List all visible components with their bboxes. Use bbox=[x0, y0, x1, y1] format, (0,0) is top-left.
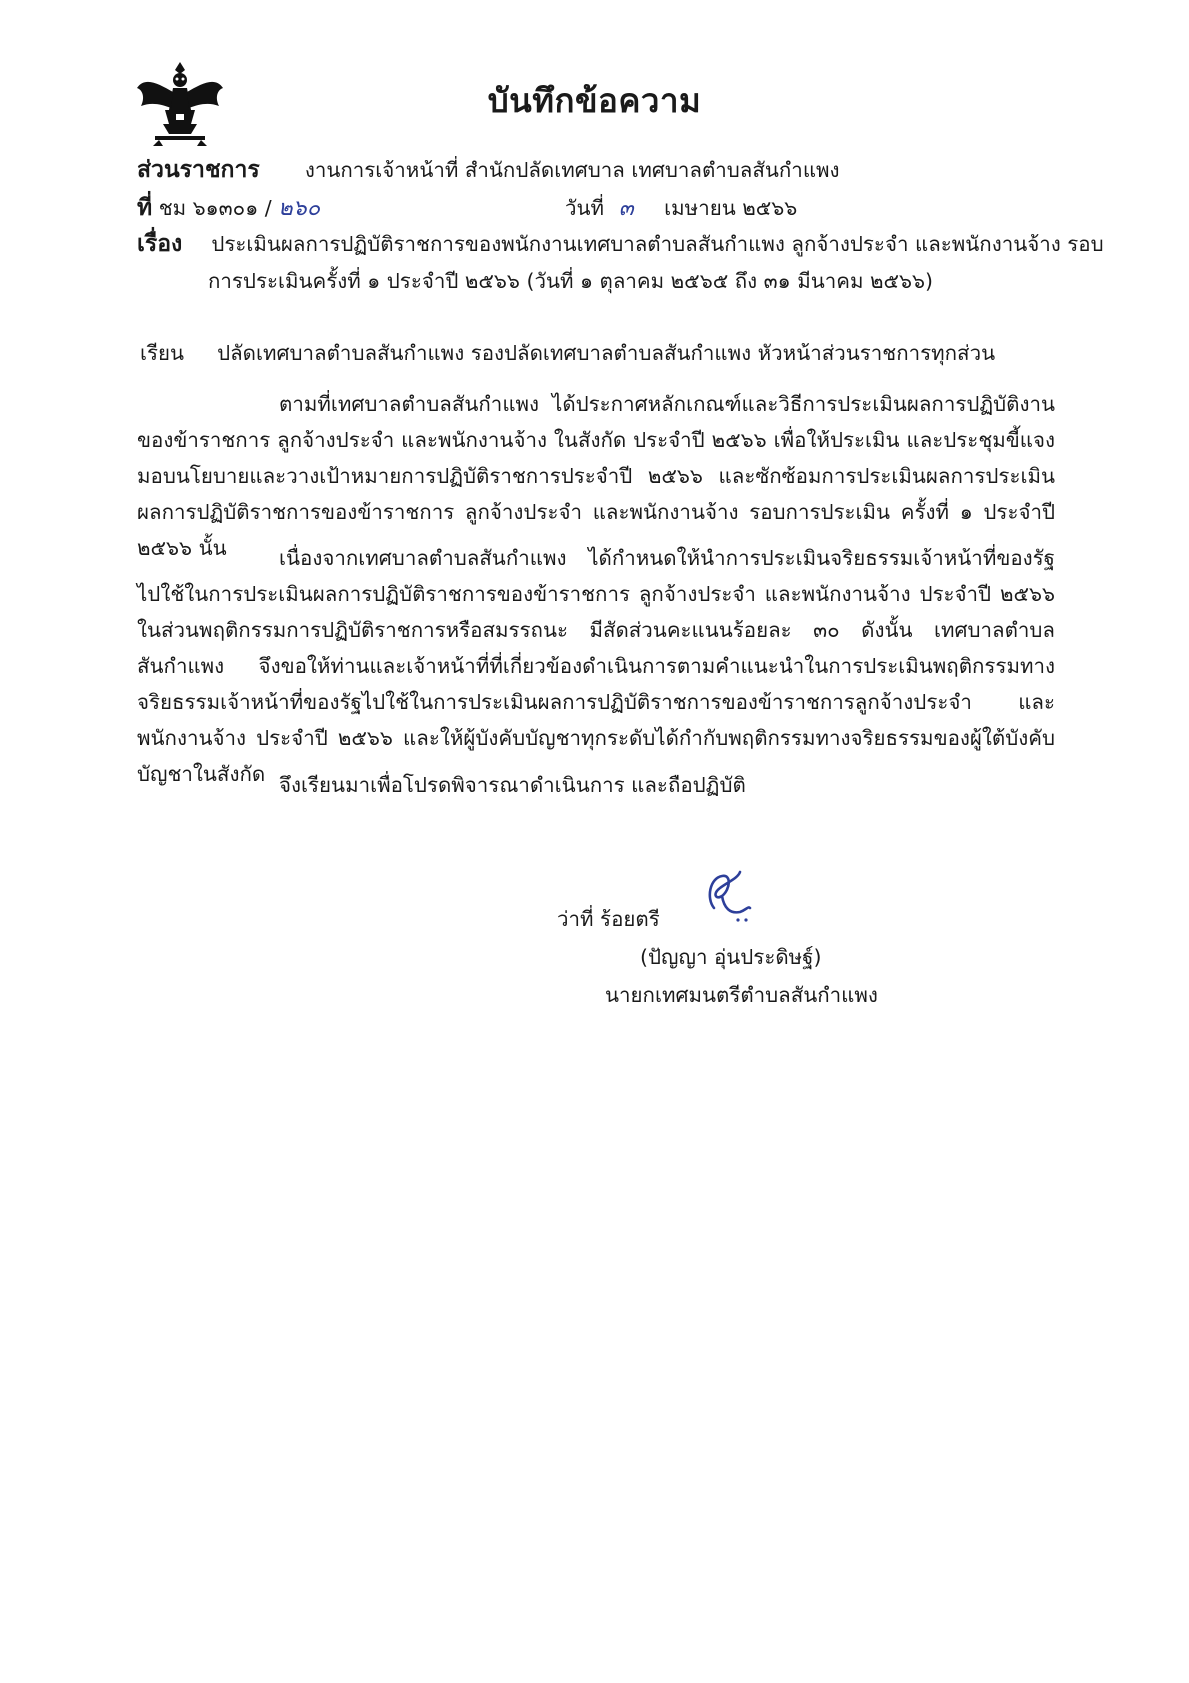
date-day-handwritten: ๓ bbox=[618, 196, 634, 221]
addressee-label: เรียน bbox=[140, 341, 185, 365]
subject-line-2: การประเมินครั้งที่ ๑ ประจำปี ๒๕๖๖ (วันที่ ๑ ตุลาคม ๒๕๖๕ ถึง ๓๑ มีนาคม ๒๕๖๖) bbox=[208, 269, 934, 293]
department-value: งานการเจ้าหน้าที่ สำนักปลัดเทศบาล เทศบาลตำบลสันกำแพง bbox=[304, 158, 840, 182]
addressee-row bbox=[140, 338, 995, 368]
memo-title: บันทึกข้อความ bbox=[487, 81, 702, 120]
department-label: ส่วนราชการ bbox=[137, 157, 260, 183]
signatory-position: นายกเทศมนตรีตำบลสันกำแพง bbox=[605, 983, 878, 1007]
subject-label: เรื่อง bbox=[137, 231, 183, 257]
department-row bbox=[137, 155, 840, 185]
date-label: วันที่ bbox=[565, 196, 605, 220]
reference-value: ชม ๖๑๓๐๑ / bbox=[158, 196, 272, 220]
reference-number-handwritten: ๒๖๐ bbox=[278, 196, 321, 221]
subject-line-1: ประเมินผลการปฏิบัติราชการของพนักงานเทศบาลตำบลสันกำแพง ลูกจ้างประจำ และพนักงานจ้าง รอบ bbox=[211, 232, 1104, 256]
subject-row bbox=[137, 229, 1104, 259]
addressee-value: ปลัดเทศบาลตำบลสันกำแพง รองปลัดเทศบาลตำบลสันกำแพง หัวหน้าส่วนราชการทุกส่วน bbox=[217, 341, 996, 365]
body-paragraph-2: เนื่องจากเทศบาลตำบลสันกำแพง ได้กำหนดให้นำการประเมินจริยธรรมเจ้าหน้าที่ของรัฐไปใช้ในการประเมินผลการปฏิบัติราชการของข้าราชการ ลูกจ้างประจำ และพนักงานจ้าง ประจำปี ๒๕๖๖ ในส่วนพฤติกรรมการปฏิบัติราชการหรือสมรรถนะ มีสัดส่วนคะแนนร้อยละ ๓๐ ดังนั้น เทศบาลตำบลสันกำแพง จึงขอให้ท่านและเจ้าหน้าที่ที่เกี่ยวข้องดำเนินการตามคำแนะนำในการประเมินพฤติกรรมทางจริยธรรมเจ้าหน้าที่ของรัฐไปใช้ในการประเมินผลการปฏิบัติราชการของข้าราชการลูกจ้างประจำ และพนักงานจ้าง ประจำปี ๒๕๖๖ และให้ผู้บังคับบัญชาทุกระดับได้กำกับพฤติกรรมทางจริยธรรมของผู้ใต้บังคับบัญชาในสังกัด bbox=[137, 546, 1055, 786]
date-row bbox=[565, 193, 797, 224]
date-value: เมษายน ๒๕๖๖ bbox=[664, 196, 798, 220]
signatory-name: (ปัญญา อุ่นประดิษฐ์) bbox=[640, 945, 822, 969]
signatory-rank: ว่าที่ ร้อยตรี bbox=[557, 907, 660, 931]
signature-icon bbox=[700, 868, 760, 928]
body-paragraph-1: ตามที่เทศบาลตำบลสันกำแพง ได้ประกาศหลักเกณฑ์และวิธีการประเมินผลการปฏิบัติงานของข้าราชการ ลูกจ้างประจำ และพนักงานจ้าง ในสังกัด ประจำปี ๒๕๖๖ เพื่อให้ประเมิน และประชุมขี้แจงมอบนโยบายและวางเป้าหมายการปฏิบัติราชการประจำปี ๒๕๖๖ และซักซ้อมการประเมินผลการประเมินผลการปฏิบัติราชการของข้าราชการ ลูกจ้างประจำ และพนักงานจ้าง รอบการประเมิน ครั้งที่ ๑ ประจำปี ๒๕๖๖ นั้น bbox=[137, 392, 1055, 560]
reference-label: ที่ bbox=[137, 195, 153, 221]
closing-line: จึงเรียนมาเพื่อโปรดพิจารณาดำเนินการ และถือปฏิบัติ bbox=[279, 773, 746, 797]
reference-row bbox=[137, 193, 320, 224]
